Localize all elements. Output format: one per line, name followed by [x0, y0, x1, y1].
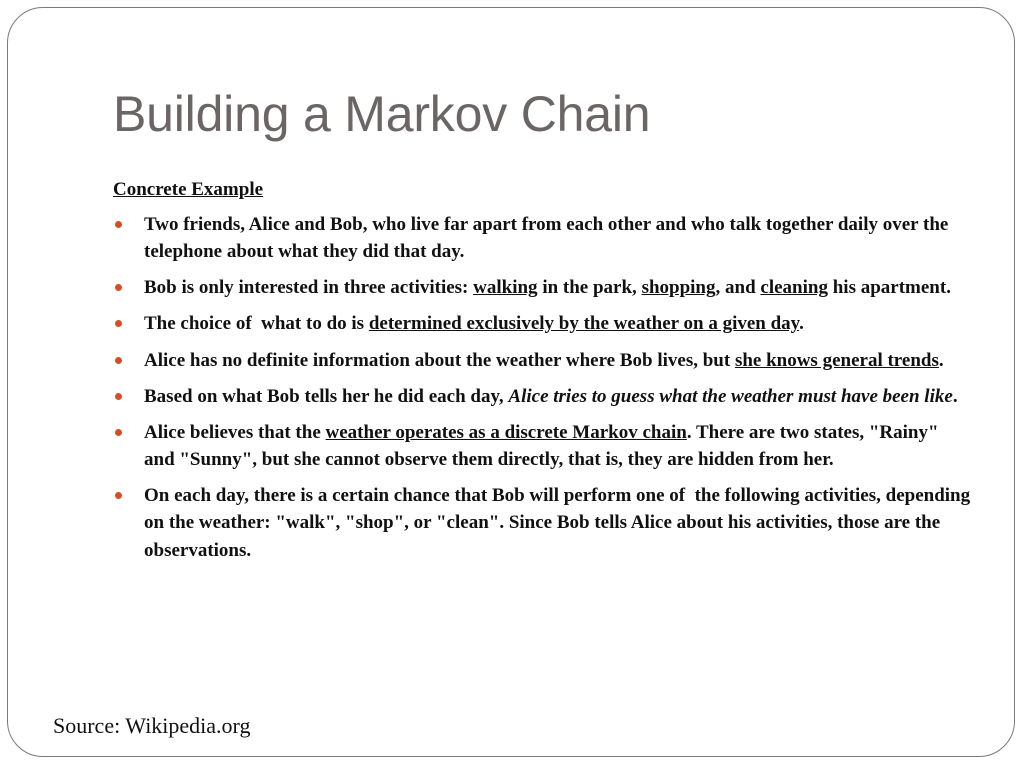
bullet-item-4: [113, 347, 973, 374]
slide-title: Building a Markov Chain: [113, 86, 651, 142]
bullet-text: .: [952, 385, 958, 407]
underlined-text: shopping: [641, 277, 716, 299]
bullet-dot-icon: [115, 284, 122, 291]
bullet-item-6: [113, 419, 973, 474]
bullet-text: .: [799, 313, 804, 335]
bullet-list: [113, 211, 973, 564]
bullet-item-5: [113, 383, 973, 410]
bullet-text: On each day, there is a certain chance that Bob will perform one of the following activities, depending on the weather: "walk", "shop", or "clean". Since Bob tells Alice about his activities, those are the observations.: [144, 485, 975, 561]
bullet-item-7: [113, 482, 973, 564]
subheading: Concrete Example: [113, 179, 264, 200]
bullet-dot-icon: [115, 320, 122, 327]
bullet-text: Two friends, Alice and Bob, who live far apart from each other and who talk together daily over the telephone about what they did that day.: [144, 214, 949, 263]
source-citation: Source: Wikipedia.org: [53, 713, 251, 738]
slide-content: [113, 176, 973, 573]
bullet-text: Bob is only interested in three activities:: [144, 277, 474, 299]
underlined-text: determined exclusively by the weather on a given day: [368, 313, 800, 335]
bullet-dot-icon: [115, 221, 122, 228]
bullet-dot-icon: [115, 393, 122, 400]
bullet-item-2: [113, 274, 973, 301]
bullet-dot-icon: [115, 492, 122, 499]
bullet-text: his apartment.: [827, 277, 951, 299]
bullet-text: Alice has no definite information about the weather where Bob lives, but: [144, 349, 735, 371]
bullet-text: . There are two states, "Rainy" and "Sunny", but she cannot observe them directly, that is, they are hidden from her.: [144, 421, 939, 471]
underlined-text: cleaning: [760, 277, 828, 299]
underlined-text: she knows general trends: [734, 349, 939, 371]
bullet-dot-icon: [115, 429, 122, 436]
bullet-text: .: [938, 349, 944, 371]
bullet-text: in the park,: [537, 277, 642, 299]
underlined-text: walking: [473, 277, 538, 299]
bullet-text: The choice of what to do is: [144, 313, 369, 335]
bullet-text: Alice believes that the: [144, 421, 326, 443]
bullet-dot-icon: [115, 357, 122, 364]
bullet-text: Based on what Bob tells her he did each day,: [144, 385, 509, 407]
italic-text: Alice tries to guess what the weather must have been like: [508, 385, 953, 407]
bullet-item-1: [113, 211, 973, 266]
bullet-item-3: [113, 310, 973, 337]
underlined-text: weather operates as a discrete Markov chain: [325, 421, 687, 443]
bullet-text: , and: [715, 277, 761, 299]
